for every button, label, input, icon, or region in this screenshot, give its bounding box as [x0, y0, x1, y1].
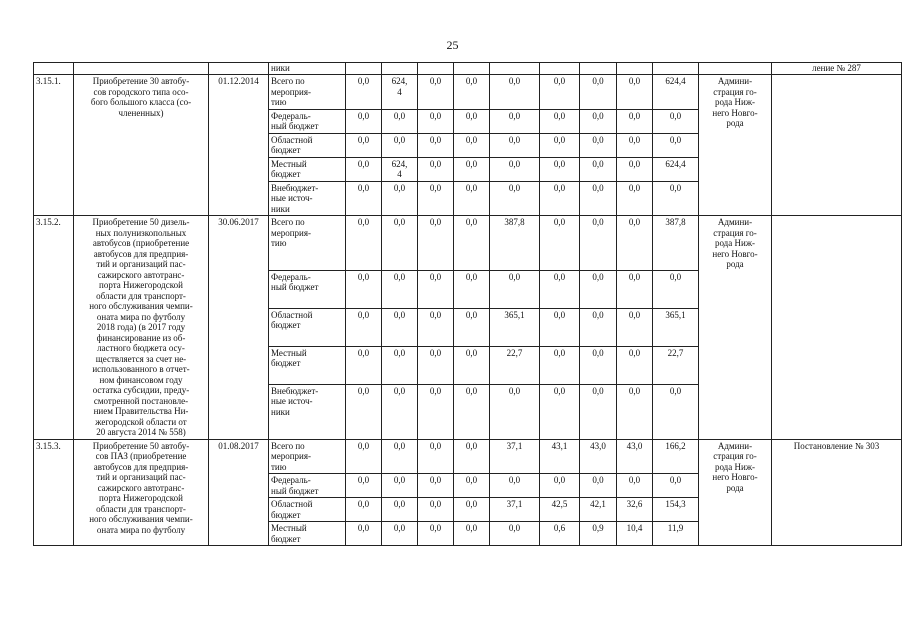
- value-cell: 0,0: [617, 181, 653, 216]
- funding-source: Областной бюджет: [269, 308, 346, 346]
- value-cell: 0,0: [346, 216, 382, 271]
- value-cell: 0,0: [653, 474, 699, 498]
- value-cell: 43,1: [540, 439, 580, 474]
- funding-source: Всего по мероприя- тию: [269, 216, 346, 271]
- value-cell: 0,0: [454, 522, 490, 546]
- value-cell: 0,0: [580, 75, 617, 110]
- item-name: Приобретение 50 дизель- ных полунизкопольных автобусов (приобретение автобусов для предприя- тий и организаций пас- сажирского автотранс- порта Нижегородской области для транспорт- ного обслуживания чемпи- оната мира по футболу 2018 года) (в 2017 году финансирование из об- ластного бюджета осу- ществляется за счет не- использованного в отчет- ном финансовом году остатка субсидии, преду- смотренной постановле- нием Правительства Ни- жегородской области от 20 августа 2014 № 558): [74, 216, 209, 440]
- value-cell: 0,0: [346, 133, 382, 157]
- value-cell: 0,0: [580, 157, 617, 181]
- legal-basis: [772, 75, 902, 216]
- value-cell: 0,0: [653, 133, 699, 157]
- table-row: [34, 439, 902, 474]
- value-cell: 0,0: [540, 384, 580, 439]
- value-cell: 0,0: [580, 384, 617, 439]
- value-cell: 0,0: [346, 346, 382, 384]
- value-cell: 624, 4: [382, 75, 418, 110]
- value-cell: 0,0: [617, 270, 653, 308]
- source-tail: ники: [269, 63, 346, 75]
- cell: [34, 63, 74, 75]
- value-cell: 0,0: [490, 109, 540, 133]
- table-row: [34, 216, 902, 271]
- legal-basis: [772, 216, 902, 440]
- value-cell: 0,0: [617, 133, 653, 157]
- value-cell: 0,0: [490, 270, 540, 308]
- value-cell: 0,0: [382, 181, 418, 216]
- value-cell: 0,0: [418, 308, 454, 346]
- value-cell: 0,0: [418, 133, 454, 157]
- value-cell: 0,0: [346, 522, 382, 546]
- value-cell: 0,0: [490, 181, 540, 216]
- value-cell: 0,0: [382, 439, 418, 474]
- value-cell: 365,1: [490, 308, 540, 346]
- funding-source: Всего по мероприя- тию: [269, 75, 346, 110]
- value-cell: 0,0: [346, 308, 382, 346]
- item-name: Приобретение 30 автобу- сов городского типа осо- бого большого класса (со- члененных): [74, 75, 209, 216]
- value-cell: 0,0: [382, 270, 418, 308]
- funding-source: Федераль- ный бюджет: [269, 270, 346, 308]
- value-cell: 0,0: [454, 75, 490, 110]
- value-cell: 37,1: [490, 439, 540, 474]
- cell: [653, 63, 699, 75]
- value-cell: 0,0: [540, 474, 580, 498]
- value-cell: 0,0: [617, 75, 653, 110]
- value-cell: 0,0: [617, 157, 653, 181]
- value-cell: 0,0: [653, 384, 699, 439]
- value-cell: 0,0: [580, 133, 617, 157]
- value-cell: 0,0: [653, 270, 699, 308]
- cell: [699, 63, 772, 75]
- value-cell: 0,0: [382, 346, 418, 384]
- responsible-org: Админи- страция го- рода Ниж- него Новго- рода: [699, 216, 772, 440]
- value-cell: 0,0: [382, 216, 418, 271]
- value-cell: 0,0: [454, 157, 490, 181]
- value-cell: 0,0: [580, 109, 617, 133]
- value-cell: 37,1: [490, 498, 540, 522]
- cell: [418, 63, 454, 75]
- item-name: Приобретение 50 автобу- сов ПАЗ (приобретение автобусов для предприя- тий и организаций пас- сажирского автотранс- порта Нижегородской области для транспорт- ного обслуживания чемпи- оната мира по футболу: [74, 439, 209, 546]
- value-cell: 0,0: [580, 308, 617, 346]
- value-cell: 0,0: [382, 474, 418, 498]
- funding-source: Областной бюджет: [269, 133, 346, 157]
- value-cell: 0,0: [617, 109, 653, 133]
- funding-source: Федераль- ный бюджет: [269, 474, 346, 498]
- value-cell: 0,0: [418, 157, 454, 181]
- funding-source: Внебюджет- ные источ- ники: [269, 181, 346, 216]
- item-date: 01.08.2017: [209, 439, 269, 546]
- value-cell: 0,0: [454, 474, 490, 498]
- value-cell: 387,8: [653, 216, 699, 271]
- value-cell: 387,8: [490, 216, 540, 271]
- responsible-org: Админи- страция го- рода Ниж- него Новго- рода: [699, 75, 772, 216]
- value-cell: 624,4: [653, 157, 699, 181]
- value-cell: 0,0: [617, 308, 653, 346]
- funding-source: Местный бюджет: [269, 346, 346, 384]
- value-cell: 0,0: [540, 133, 580, 157]
- funding-source: Местный бюджет: [269, 522, 346, 546]
- value-cell: 0,0: [540, 216, 580, 271]
- value-cell: 0,0: [346, 157, 382, 181]
- item-code: 3.15.2.: [34, 216, 74, 440]
- funding-source: Федераль- ный бюджет: [269, 109, 346, 133]
- value-cell: 0,0: [418, 346, 454, 384]
- responsible-org: Админи- страция го- рода Ниж- него Новго- рода: [699, 439, 772, 546]
- value-cell: 0,0: [418, 384, 454, 439]
- funding-source: Местный бюджет: [269, 157, 346, 181]
- value-cell: 0,0: [540, 109, 580, 133]
- value-cell: 0,0: [418, 474, 454, 498]
- value-cell: 0,0: [454, 384, 490, 439]
- value-cell: 0,0: [653, 109, 699, 133]
- value-cell: 43,0: [617, 439, 653, 474]
- item-date: 01.12.2014: [209, 75, 269, 216]
- value-cell: 0,0: [346, 498, 382, 522]
- value-cell: 154,3: [653, 498, 699, 522]
- value-cell: 0,0: [382, 109, 418, 133]
- value-cell: 0,0: [490, 384, 540, 439]
- value-cell: 0,6: [540, 522, 580, 546]
- value-cell: 0,0: [382, 522, 418, 546]
- value-cell: 0,0: [617, 474, 653, 498]
- value-cell: 22,7: [490, 346, 540, 384]
- value-cell: 11,9: [653, 522, 699, 546]
- item-code: 3.15.1.: [34, 75, 74, 216]
- value-cell: 0,0: [382, 384, 418, 439]
- value-cell: 42,5: [540, 498, 580, 522]
- program-table: [33, 62, 902, 546]
- cell: [454, 63, 490, 75]
- item-date: 30.06.2017: [209, 216, 269, 440]
- value-cell: 365,1: [653, 308, 699, 346]
- value-cell: 0,0: [346, 109, 382, 133]
- value-cell: 0,0: [580, 181, 617, 216]
- value-cell: 22,7: [653, 346, 699, 384]
- value-cell: 0,0: [382, 308, 418, 346]
- cell: [617, 63, 653, 75]
- value-cell: 0,0: [540, 270, 580, 308]
- value-cell: 43,0: [580, 439, 617, 474]
- value-cell: 0,0: [580, 474, 617, 498]
- cell: [382, 63, 418, 75]
- value-cell: 0,0: [540, 181, 580, 216]
- value-cell: 0,0: [540, 346, 580, 384]
- value-cell: 0,0: [418, 270, 454, 308]
- basis-tail: ление № 287: [772, 63, 902, 75]
- cell: [209, 63, 269, 75]
- value-cell: 0,0: [418, 522, 454, 546]
- value-cell: 624, 4: [382, 157, 418, 181]
- value-cell: 0,0: [418, 439, 454, 474]
- value-cell: 0,0: [454, 308, 490, 346]
- page-number: 25: [446, 38, 459, 52]
- table-body: [34, 63, 902, 546]
- value-cell: 0,0: [418, 75, 454, 110]
- value-cell: 0,0: [580, 270, 617, 308]
- value-cell: 32,6: [617, 498, 653, 522]
- value-cell: 0,0: [418, 498, 454, 522]
- value-cell: 42,1: [580, 498, 617, 522]
- value-cell: 0,0: [454, 346, 490, 384]
- value-cell: 10,4: [617, 522, 653, 546]
- value-cell: 0,0: [346, 181, 382, 216]
- value-cell: 0,0: [580, 216, 617, 271]
- value-cell: 0,0: [454, 216, 490, 271]
- value-cell: 0,0: [346, 270, 382, 308]
- value-cell: 0,0: [454, 270, 490, 308]
- value-cell: 0,0: [490, 474, 540, 498]
- value-cell: 0,0: [454, 498, 490, 522]
- value-cell: 0,0: [490, 75, 540, 110]
- value-cell: 166,2: [653, 439, 699, 474]
- continuation-row: [34, 63, 902, 75]
- value-cell: 0,0: [580, 346, 617, 384]
- value-cell: 0,0: [346, 384, 382, 439]
- funding-source: Внебюджет- ные источ- ники: [269, 384, 346, 439]
- value-cell: 0,0: [617, 216, 653, 271]
- value-cell: 0,0: [454, 181, 490, 216]
- value-cell: 0,0: [382, 133, 418, 157]
- funding-source: Всего по мероприя- тию: [269, 439, 346, 474]
- value-cell: 0,0: [490, 133, 540, 157]
- cell: [580, 63, 617, 75]
- value-cell: 0,0: [346, 439, 382, 474]
- value-cell: 0,0: [490, 157, 540, 181]
- value-cell: 0,0: [454, 439, 490, 474]
- value-cell: 0,0: [540, 75, 580, 110]
- value-cell: 0,0: [490, 522, 540, 546]
- funding-source: Областной бюджет: [269, 498, 346, 522]
- value-cell: 0,0: [346, 474, 382, 498]
- value-cell: 0,0: [346, 75, 382, 110]
- value-cell: 0,0: [418, 181, 454, 216]
- cell: [74, 63, 209, 75]
- value-cell: 0,0: [418, 109, 454, 133]
- table-row: [34, 75, 902, 110]
- legal-basis: Постановление № 303: [772, 439, 902, 546]
- cell: [540, 63, 580, 75]
- value-cell: 0,0: [418, 216, 454, 271]
- value-cell: 0,0: [382, 498, 418, 522]
- value-cell: 0,0: [454, 133, 490, 157]
- value-cell: 0,0: [617, 384, 653, 439]
- item-code: 3.15.3.: [34, 439, 74, 546]
- value-cell: 0,9: [580, 522, 617, 546]
- cell: [346, 63, 382, 75]
- value-cell: 624,4: [653, 75, 699, 110]
- value-cell: 0,0: [454, 109, 490, 133]
- value-cell: 0,0: [540, 157, 580, 181]
- value-cell: 0,0: [617, 346, 653, 384]
- cell: [490, 63, 540, 75]
- value-cell: 0,0: [653, 181, 699, 216]
- value-cell: 0,0: [540, 308, 580, 346]
